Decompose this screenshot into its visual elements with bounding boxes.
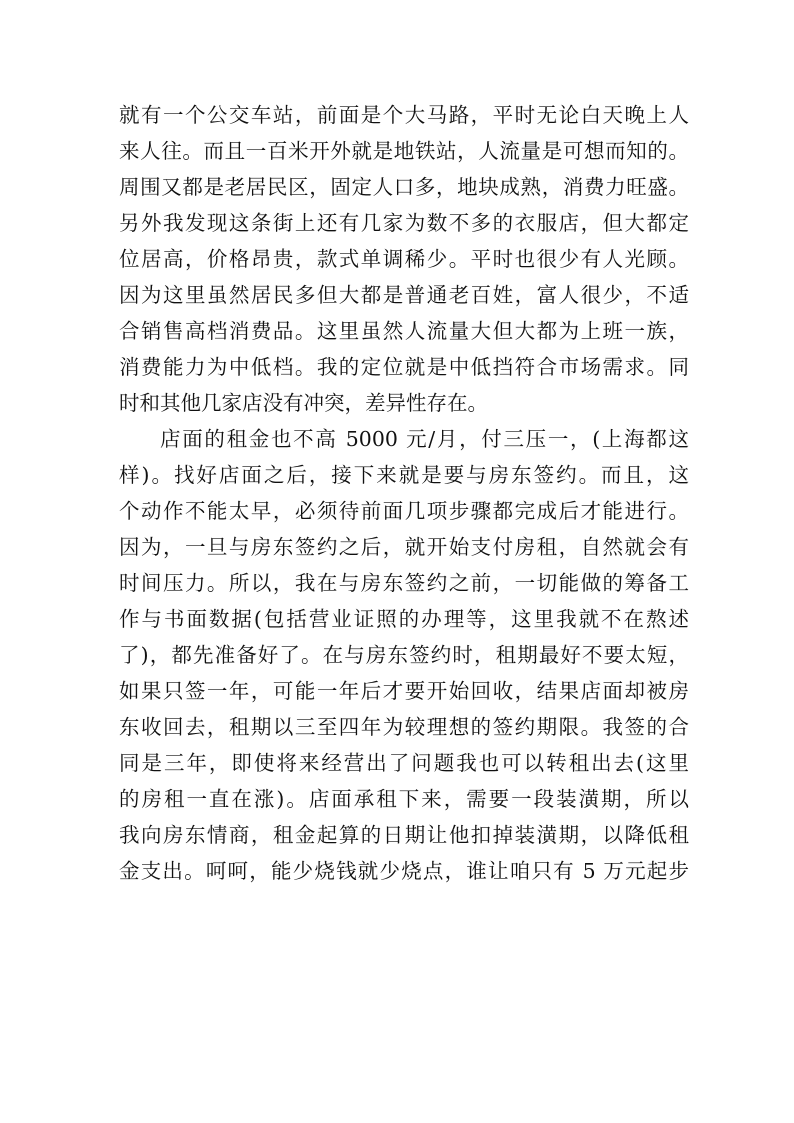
text-line: 个动作不能太早，必须待前面几项步骤都完成后才能进行。 — [119, 499, 689, 523]
document-body — [119, 97, 689, 889]
text-line: 另外我发现这条街上还有几家为数不多的衣服店，但大都定 — [119, 211, 689, 235]
text-line: 时间压力。所以，我在与房东签约之前，一切能做的筹备工 — [119, 571, 689, 595]
text-line: 作与书面数据(包括营业证照的办理等，这里我就不在熬述 — [119, 607, 689, 631]
text-line: 东收回去，租期以三至四年为较理想的签约期限。我签的合 — [119, 715, 689, 739]
text-line: 金支出。呵呵，能少烧钱就少烧点，谁让咱只有 5 万元起步 — [119, 859, 689, 883]
text-line: 样)。找好店面之后，接下来就是要与房东签约。而且，这 — [119, 463, 689, 487]
paragraph-2 — [119, 421, 689, 889]
text-line: 时和其他几家店没有冲突，差异性存在。 — [119, 391, 488, 415]
text-line: 合销售高档消费品。这里虽然人流量大但大都为上班一族， — [119, 319, 689, 343]
text-line: 周围又都是老居民区，固定人口多，地块成熟，消费力旺盛。 — [119, 175, 689, 199]
text-line: 就有一个公交车站，前面是个大马路，平时无论白天晚上人 — [119, 103, 689, 127]
paragraph-1 — [119, 97, 689, 421]
text-line: 同是三年，即使将来经营出了问题我也可以转租出去(这里 — [119, 751, 689, 775]
text-line: 店面的租金也不高 5000 元/月，付三压一，(上海都这 — [160, 427, 689, 451]
text-line: 因为这里虽然居民多但大都是普通老百姓，富人很少，不适 — [119, 283, 689, 307]
text-line: 我向房东情商，租金起算的日期让他扣掉装潢期，以降低租 — [119, 823, 689, 847]
text-line: 因为，一旦与房东签约之后，就开始支付房租，自然就会有 — [119, 535, 689, 559]
text-line: 消费能力为中低档。我的定位就是中低挡符合市场需求。同 — [119, 355, 689, 379]
text-line: 位居高，价格昂贵，款式单调稀少。平时也很少有人光顾。 — [119, 247, 689, 271]
text-line: 了)，都先准备好了。在与房东签约时，租期最好不要太短， — [119, 643, 689, 667]
text-line: 来人往。而且一百米开外就是地铁站，人流量是可想而知的。 — [119, 139, 689, 163]
text-line: 如果只签一年，可能一年后才要开始回收，结果店面却被房 — [119, 679, 689, 703]
text-line: 的房租一直在涨)。店面承租下来，需要一段装潢期，所以 — [119, 787, 689, 811]
